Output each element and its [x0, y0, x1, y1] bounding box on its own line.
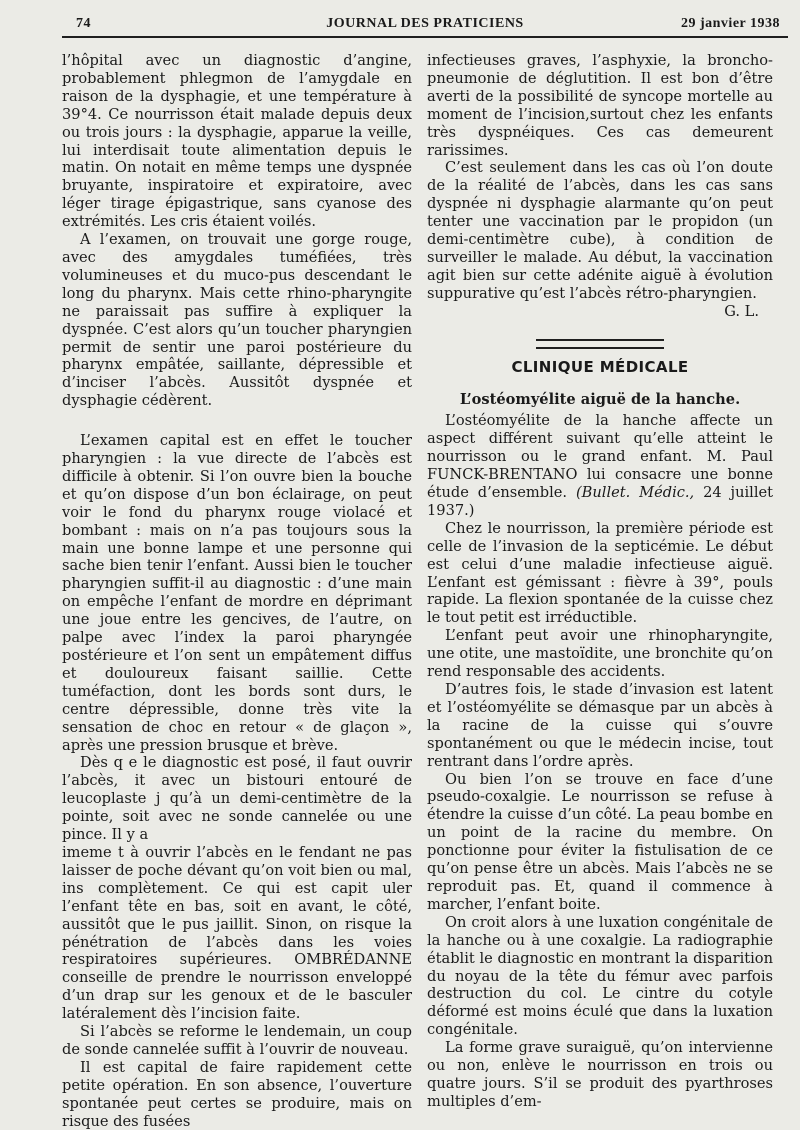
paragraph-text: imeme t à ouvrir l’abcès en le fendant ne pas laisser de poche dévant qu’on voit bien ou mal, ins complètement. Ce qui est capit uler l’enfant tête en bas, soit en avant, le côté, aussitôt que le pus jaillit. Sinon, on risque la pénétration de l’abcès dans les voies respiratoires supérieures.: [62, 843, 412, 969]
paragraph: Dès q e le diagnostic est posé, il faut ouvrir l’abcès, it avec un bistouri entouré de leucoplaste j qu’à un demi-centimètre de la pointe, soit avec ne sonde cannelée ou une pince. Il y a: [62, 754, 412, 844]
paragraph: Il est capital de faire rapidement cette petite opération. En son absence, l’ouverture spontanée peut certes se produire, mais on risque des fusées: [62, 1058, 412, 1130]
issue-date: 29 janvier 1938: [680, 16, 780, 31]
double-rule-divider: [536, 339, 664, 349]
paragraph-text: conseille de prendre le nourrisson enveloppé d’un drap sur les genoux et de le basculer latéralement dès l’incision faite.: [62, 969, 412, 1023]
journal-title: JOURNAL DES PRATICIENS: [326, 16, 524, 31]
author-name: FUNCK-BRENTANO: [427, 466, 578, 484]
citation-date: 24 juillet 1937.): [427, 484, 773, 519]
paragraph-text: lui consacre une bonne étude d’ensemble.: [427, 466, 774, 502]
paragraph: A l’examen, on trouvait une gorge rouge, avec des amygdales tuméfiées, très volumineuses et du muco-pus descendant le long du pharynx. Mais cette rhino-pharyngite ne paraissait pas suffire à expliquer la dyspnée. C’est alors qu’un toucher pharyngien permit de sentir une paroi postérieure du pharynx empâtée, saillante, dépressible et d’inciser l’abcès. Aussitôt dyspnée et dysphagie cédèrent.: [62, 231, 412, 410]
running-header: [62, 14, 788, 38]
paragraph: [62, 844, 412, 1023]
paragraph: L’enfant peut avoir une rhinopharyngite, une otite, une mastoïdite, une bronchite qu’on rend responsable des accidents.: [427, 627, 773, 681]
article-title: L’ostéomyélite aiguë de la hanche.: [459, 390, 741, 408]
paragraph: Ou bien l’on se trouve en face d’une pseudo-coxalgie. Le nourrisson se refuse à étendre la cuisse d’un côté. La peau bombe en un point de la racine du membre. On ponctionne pour éviter la fistulisation de ce qu’on pense être un abcès. Mais l’abcès ne se reproduit pas. Et, quand il commence à marcher, l’enfant boite.: [427, 770, 773, 913]
citation: (Bullet. Médic.,: [575, 484, 695, 502]
paragraph-gap: [62, 410, 412, 432]
paragraph: L’examen capital est en effet le toucher pharyngien : la vue directe de l’abcès est difficile à obtenir. Si l’on ouvre bien la bouche et qu’on dispose d’un bon éclairage, on peut voir le fond du pharynx rouge violacé et bombant : mais on n’a pas toujours sous la main une bonne lampe et une personne qui sache bien tenir l’enfant. Aussi bien le toucher pharyngien suffit-il au diagnostic : d’une main on empêche l’enfant de mordre en déprimant une joue entre les gencives, de l’autre, on palpe avec l’index la paroi pharyngée postérieure et l’on sent un empâtement diffus et douloureux faisant saillie. Cette tuméfaction, dont les bords sont durs, le centre dépressible, donne très vite la sensation de choc en retour « de glaçon », après une pression brusque et brève.: [62, 432, 412, 754]
paragraph: l’hôpital avec un diagnostic d’angine, probablement phlegmon de l’amygdale en raison de la dysphagie, et une température à 39°4. Ce nourrisson était malade depuis deux ou trois jours : la dysphagie, apparue la veille, lui interdisait toute alimentation depuis le matin. On notait en même temps une dyspnée bruyante, inspiratoire et expiratoire, avec léger tirage épigastrique, sans cyanose des extrémités. Les cris étaient voilés.: [62, 52, 412, 231]
section-heading: CLINIQUE MÉDICALE: [511, 357, 689, 376]
paragraph: C’est seulement dans les cas où l’on doute de la réalité de l’abcès, dans les cas sans dyspnée ni dysphagie alarmante qu’on peut tenter une vaccination par le propidon (un demi-centimètre cube), à condition de surveiller le malade. Au début, la vaccination agit bien sur cette adénite aiguë à évolution suppurative qu’est l’abcès rétro-pharyngien.: [427, 159, 773, 302]
paragraph: On croit alors à une luxation congénitale de la hanche ou à une coxalgie. La radiographie établit le diagnostic en montrant la disparition du noyau de la tête du fémur avec parfois destruction du col. Le cintre du cotyle déformé est moins éculé que dans la luxation congénitale.: [427, 913, 773, 1039]
paragraph: D’autres fois, le stade d’invasion est latent et l’ostéomyélite se démasque par un abcès à la racine de la cuisse qui s’ouvre spontanément ou que le médecin incise, tout rentrant dans l’ordre après.: [427, 681, 773, 770]
signature: G. L.: [724, 302, 759, 320]
paragraph: infectieuses graves, l’asphyxie, la broncho-pneumonie de déglutition. Il est bon d’être averti de la possibilité de syncope mortelle au moment de l’incision,surtout chez les enfants très dyspnéiques. Ces cas demeurent rarissimes.: [427, 52, 773, 159]
paragraph: La forme grave suraiguë, qu’on intervienne ou non, enlève le nourrisson en trois ou quatre jours. S’il se produit des pyarthroses multiples d’em-: [427, 1039, 773, 1110]
paragraph: Si l’abcès se reforme le lendemain, un coup de sonde cannelée suffit à l’ouvrir de nouveau.: [62, 1023, 412, 1058]
left-column: [62, 52, 412, 1130]
paragraph-text: L’ostéomyélite de la hanche affecte un aspect différent suivant qu’elle atteint le nourrisson ou le grand enfant. M. Paul: [427, 412, 773, 466]
right-column: [427, 52, 773, 1111]
page-number: 74: [76, 16, 91, 31]
paragraph: [427, 412, 773, 519]
author-name: OMBRÉDANNE: [294, 951, 412, 969]
paragraph: Chez le nourrisson, la première période est celle de l’invasion de la septicémie. Le début est celui d’une maladie infectieuse aiguë. L’enfant est gémissant : fièvre à 39°, pouls rapide. La flexion spontanée de la cuisse chez le tout petit est irréductible.: [427, 519, 773, 627]
